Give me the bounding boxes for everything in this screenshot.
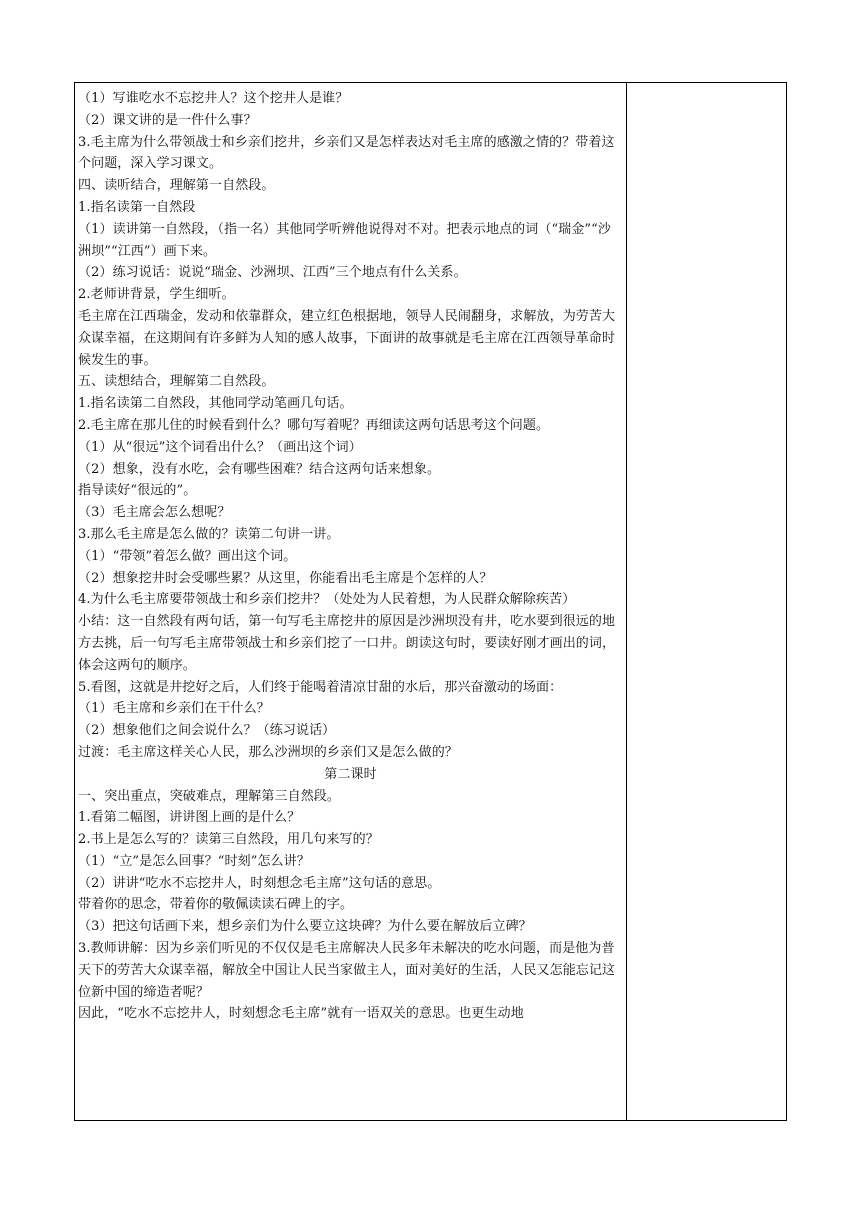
text-line: （1）从“很远”这个词看出什么？（画出这个词） — [78, 439, 362, 455]
text-line: 1.指名读第二自然段，其他同学动笔画几句话。 — [78, 396, 353, 412]
text-line: 3.那么毛主席是怎么做的？读第二句讲一讲。 — [78, 526, 340, 542]
text-line: 因此，“吃水不忘挖井人，时刻想念毛主席”就有一语双关的意思。也更生动地 — [78, 1006, 524, 1022]
text-line: （3）把这句话画下来，想乡亲们为什么要立这块碑？为什么要在解放后立碑？ — [78, 919, 532, 935]
text-paragraph: 毛主席在江西瑞金，发动和依靠群众，建立红色根据地，领导人民闹翻身，求解放，为劳苦大众谋幸福，在这期间有许多鲜为人知的感人故事，下面讲的故事就是毛主席在江西领导革命时候发生的事。 — [78, 308, 616, 368]
section-heading: 四、读听结合，理解第一自然段。 — [78, 178, 275, 194]
section-heading: 五、读想结合，理解第二自然段。 — [78, 374, 275, 390]
text-paragraph: 4.为什么毛主席要带领战士和乡亲们挖井？（处处为人民着想，为人民群众解除疾苦） — [78, 592, 576, 608]
text-line: （2）讲讲“吃水不忘挖井人，时刻想念毛主席”这句话的意思。 — [78, 875, 441, 891]
text-line: （1）“带领”着怎么做？画出这个词。 — [78, 548, 297, 564]
text-line: （1）写谁吃水不忘挖井人？这个挖井人是谁？ — [78, 91, 349, 106]
text-line: 带着你的思念，带着你的敬佩读读石碑上的字。 — [78, 897, 354, 913]
text-paragraph: （1）读讲第一自然段，（指一名）其他同学听辨他说得对不对。把表示地点的词（“瑞金”“沙洲坝”“江西”）画下来。 — [78, 221, 612, 259]
text-paragraph: 5.看图，这就是井挖好之后，人们终于能喝着清凉甘甜的水后，那兴奋激动的场面： — [78, 679, 563, 695]
text-line: （2）练习说话：说说“瑞金、沙洲坝、江西”三个地点有什么关系。 — [78, 265, 467, 281]
lesson-period-heading: 第二课时 — [324, 766, 377, 782]
text-line: （2）想象他们之间会说什么？（练习说话） — [78, 723, 336, 739]
text-line: 2.书上是怎么写的？读第三自然段，用几句来写的？ — [78, 832, 379, 848]
text-paragraph: 3.教师讲解：因为乡亲们听见的不仅仅是毛主席解决人民多年未解决的吃水问题，而是他为普天下的劳苦大众谋幸福，解放全中国让人民当家做主人，面对美好的生活，人民又怎能忘记这位新中国的缔造者呢？ — [78, 941, 616, 1000]
text-line: （1）“立”是怎么回事？“时刻”怎么讲？ — [78, 853, 310, 869]
text-paragraph: 2.毛主席在那儿住的时候看到什么？哪句写着呢？再细读这两句话思考这个问题。 — [78, 417, 550, 433]
text-line: （2）课文讲的是一件什么事？ — [78, 112, 257, 128]
text-line: （3）毛主席会怎么想呢？ — [78, 505, 231, 521]
section-heading: 一、突出重点，突破难点，理解第三自然段。 — [78, 788, 341, 804]
lesson-table — [74, 82, 787, 1121]
lesson-content — [78, 88, 623, 1025]
text-line: （2）想象，没有水吃，会有哪些困难？结合这两句话来想象。 — [78, 461, 441, 477]
column-divider — [626, 83, 627, 1120]
text-line: 2.老师讲背景，学生细听。 — [78, 287, 235, 303]
text-line: 过渡：毛主席这样关心人民，那么沙洲坝的乡亲们又是怎么做的？ — [78, 744, 458, 760]
text-line: （2）想象挖井时会受哪些累？从这里，你能看出毛主席是个怎样的人？ — [78, 570, 493, 586]
text-line: 1.看第二幅图，讲讲图上画的是什么？ — [78, 810, 301, 826]
text-paragraph: 3.毛主席为什么带领战士和乡亲们挖井，乡亲们又是怎样表达对毛主席的感激之情的？带着这个问题，深入学习课文。 — [78, 134, 615, 172]
text-line: （1）毛主席和乡亲们在干什么？ — [78, 701, 270, 717]
text-paragraph: 小结：这一自然段有两句话，第一句写毛主席挖井的原因是沙洲坝没有井，吃水要到很远的地方去挑，后一句写毛主席带领战士和乡亲们挖了一口井。朗读这句时，要读好刚才画出的词，体会这两句的顺序。 — [78, 614, 616, 673]
text-line: 指导读好“很远的”。 — [78, 483, 197, 499]
text-line: 1.指名读第一自然段 — [78, 199, 196, 215]
